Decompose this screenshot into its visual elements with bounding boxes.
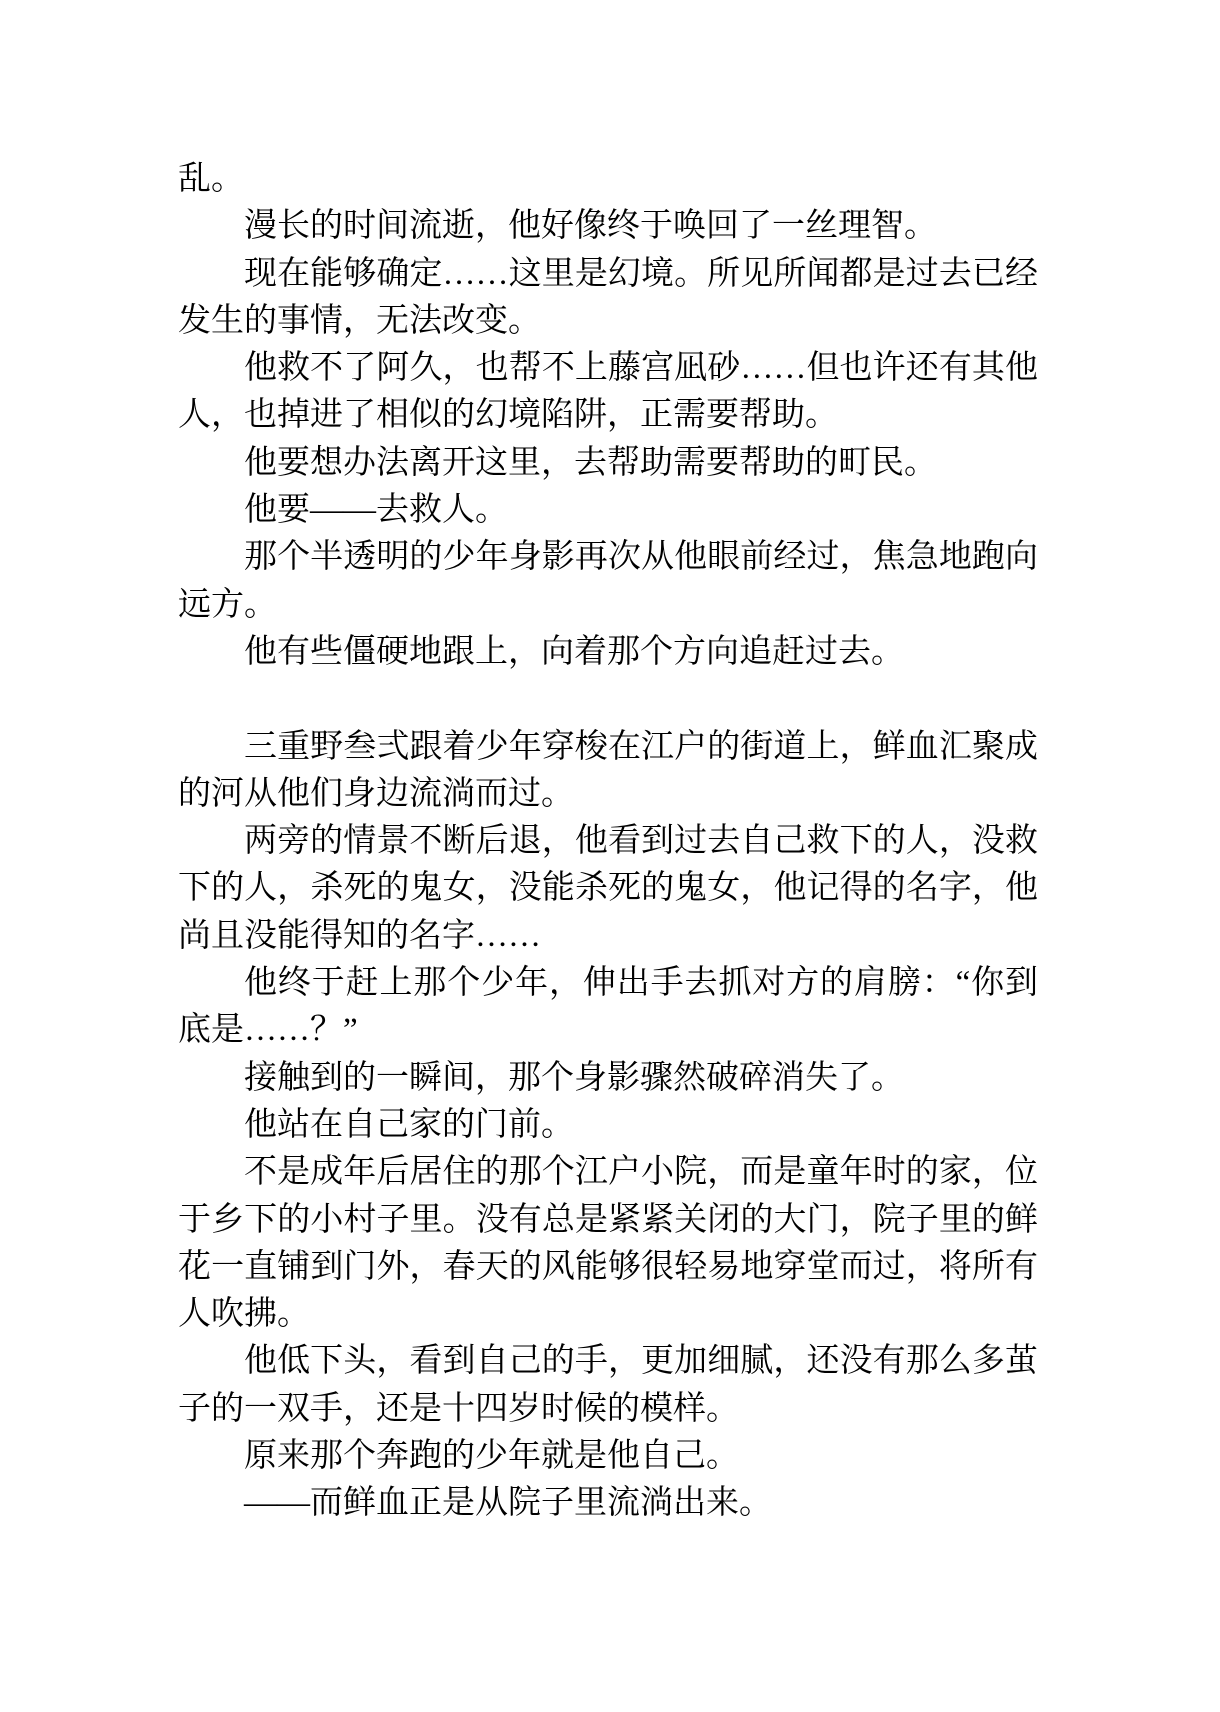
paragraph: 他站在自己家的门前。	[244, 1106, 574, 1143]
paragraph: 三重野叁弍跟着少年穿梭在江户的街道上，鲜血汇聚成的河从他们身边流淌而过。	[178, 728, 1038, 812]
paragraph: 接触到的一瞬间，那个身影骤然破碎消失了。	[244, 1059, 904, 1096]
paragraph: 原来那个奔跑的少年就是他自己。	[244, 1438, 739, 1475]
paragraph: 他终于赶上那个少年，伸出手去抓对方的肩膀：“你到底是……？”	[178, 965, 1038, 1049]
paragraph: 漫长的时间流逝，他好像终于唤回了一丝理智。	[244, 208, 937, 245]
text-block	[178, 156, 1038, 1528]
paragraph: 他救不了阿久，也帮不上藤宫凪砂……但也许还有其他人，也掉进了相似的幻境陷阱，正需要帮助。	[178, 350, 1038, 434]
paragraph: 现在能够确定……这里是幻境。所见所闻都是过去已经发生的事情，无法改变。	[178, 255, 1038, 339]
paragraph: 不是成年后居住的那个江户小院，而是童年时的家，位于乡下的小村子里。没有总是紧紧关闭的大门，院子里的鲜花一直铺到门外，春天的风能够很轻易地穿堂而过，将所有人吹拂。	[178, 1154, 1038, 1333]
paragraph: 他有些僵硬地跟上，向着那个方向追赶过去。	[244, 633, 904, 670]
paragraph: 他要——去救人。	[244, 492, 508, 529]
paragraph: 乱。	[178, 161, 244, 197]
paragraph: 他要想办法离开这里，去帮助需要帮助的町民。	[244, 444, 937, 481]
paragraph: 两旁的情景不断后退，他看到过去自己救下的人，没救下的人，杀死的鬼女，没能杀死的鬼女，他记得的名字，他尚且没能得知的名字……	[178, 823, 1038, 954]
scene-break-spacer	[178, 676, 1038, 723]
paragraph: 他低下头，看到自己的手，更加细腻，还没有那么多茧子的一双手，还是十四岁时候的模样。	[178, 1343, 1038, 1427]
paragraph: ——而鲜血正是从院子里流淌出来。	[244, 1485, 772, 1522]
paragraph: 那个半透明的少年身影再次从他眼前经过，焦急地跑向远方。	[178, 539, 1038, 623]
